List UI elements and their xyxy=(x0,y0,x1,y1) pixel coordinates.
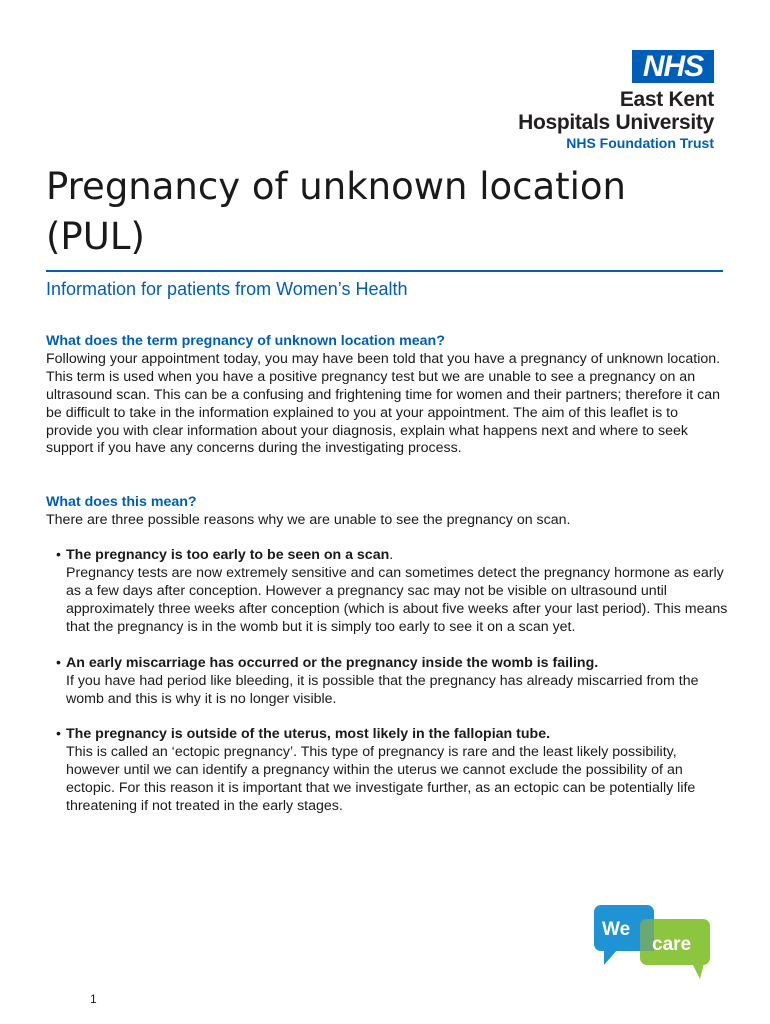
section1-heading: What does the term pregnancy of unknown location mean? xyxy=(46,333,445,349)
reasons-list xyxy=(46,547,728,816)
section1-body: Following your appointment today, you may have been told that you have a pregnancy of unknown location. This term is used when you have a positive pregnancy test but we are unable to see a pregnancy on an ultrasound scan. This can be a confusing and frightening time for women and their partners; therefore it can be difficult to take in the information explained to you at your appointment. The aim of this leaflet is to provide you with clear information about your diagnosis, explain what happens next and where to seek support if you have any concerns during the investigating process. xyxy=(46,350,721,457)
list-item xyxy=(46,655,728,709)
page-subtitle: Information for patients from Women’s Health xyxy=(46,279,408,299)
org-name-line3: NHS Foundation Trust xyxy=(566,135,714,151)
we-bubble-tail xyxy=(604,949,618,965)
bullet-text: Pregnancy tests are now extremely sensitive and can sometimes detect the pregnancy hormone as early as a few days after conception. However a pregnancy sac may not be visible on ultrasound until approximately three weeks after conception (which is about five weeks after your last period). This means that the pregnancy is in the womb but it is simply too early to see it on a scan yet. xyxy=(66,565,728,635)
org-name-line1: East Kent xyxy=(619,88,714,111)
care-text: care xyxy=(652,934,692,955)
bullet-title: The pregnancy is outside of the uterus, most likely in the fallopian tube. xyxy=(66,726,551,743)
bullet-title: The pregnancy is too early to be seen on a scan xyxy=(66,547,390,564)
page-title: Pregnancy of unknown location (PUL) xyxy=(46,165,627,258)
we-text: We xyxy=(602,919,631,940)
section2-heading: What does this mean? xyxy=(46,494,197,511)
org-name-line2: Hospitals University xyxy=(518,111,714,134)
care-bubble-tail xyxy=(692,963,704,979)
bullet-title-suffix: . xyxy=(389,547,394,564)
section2-intro: There are three possible reasons why we are unable to see the pregnancy on scan. xyxy=(46,512,571,529)
bullet-icon: • xyxy=(56,547,61,564)
list-item xyxy=(46,726,728,816)
title-divider xyxy=(46,270,723,272)
bullet-title: An early miscarriage has occurred or the pregnancy inside the womb is failing. xyxy=(66,654,599,671)
bullet-text: This is called an ‘ectopic pregnancy’. This type of pregnancy is rare and the least likely possibility, however until we can identify a pregnancy within the uterus we cannot exclude the possibility of an ectopic. For this reason it is important that we investigate further, as an ectopic can be potentially life threatening if not treated in the early stages. xyxy=(66,744,696,815)
nhs-logo: NHS xyxy=(632,50,714,83)
page-number: 1 xyxy=(90,992,97,1006)
document-body xyxy=(46,333,728,816)
bullet-icon: • xyxy=(56,726,61,743)
we-care-logo xyxy=(592,905,712,981)
bullet-icon: • xyxy=(56,654,61,671)
bullet-text: If you have had period like bleeding, it is possible that the pregnancy has already miscarried from the womb and this is why it is no longer visible. xyxy=(66,672,699,707)
list-item xyxy=(46,547,728,637)
